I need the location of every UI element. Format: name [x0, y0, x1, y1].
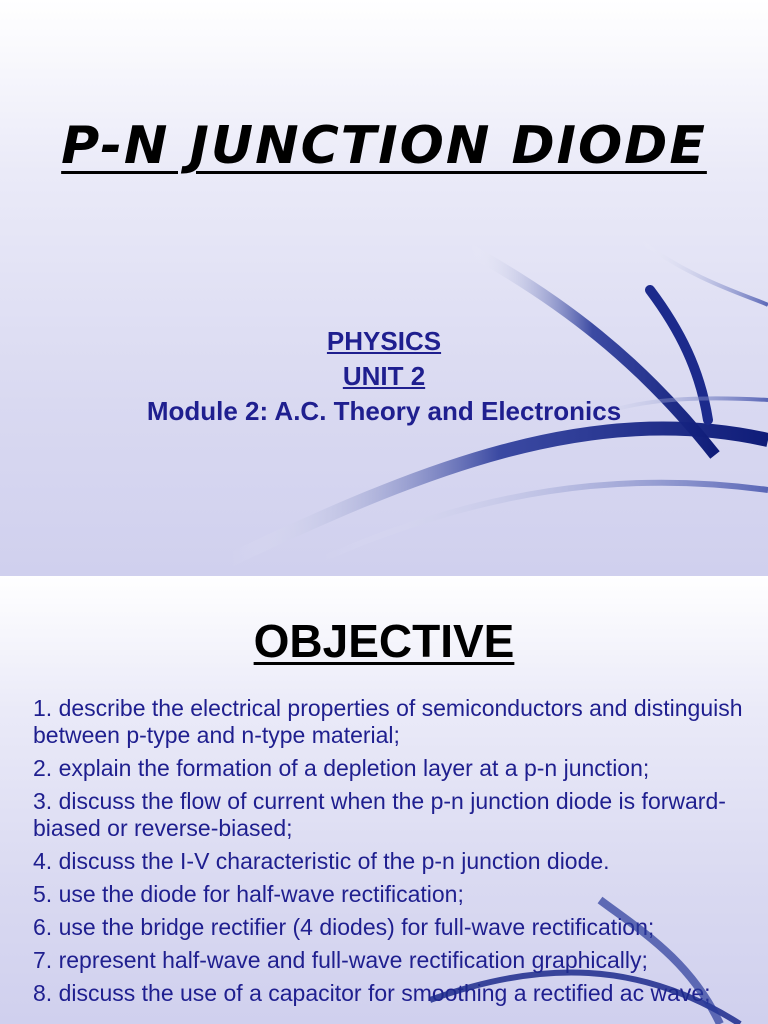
objective-item: 1. describe the electrical properties of semiconductors and distinguish between p-type and n-type material; — [33, 695, 743, 748]
title-text: P-N JUNCTION DIODE — [61, 116, 707, 176]
subject-label: PHYSICS — [326, 326, 442, 356]
objective-list — [33, 695, 753, 1013]
objective-item: 2. explain the formation of a depletion layer at a p-n junction; — [33, 755, 650, 781]
swoosh-stroke-1 — [230, 428, 768, 560]
objective-item: 5. use the diode for half-wave rectification; — [33, 881, 464, 907]
unit-label: UNIT 2 — [342, 361, 426, 391]
objective-title-text: OBJECTIVE — [253, 615, 515, 667]
objective-item: 4. discuss the I-V characteristic of the p-n junction diode. — [33, 848, 610, 874]
objective-item: 8. discuss the use of a capacitor for smoothing a rectified ac wave; — [33, 980, 711, 1006]
slide-title-heading — [0, 116, 768, 176]
module-label: Module 2: A.C. Theory and Electronics — [146, 396, 622, 426]
objective-item: 3. discuss the flow of current when the p-n junction diode is forward-biased or reverse-biased; — [33, 788, 726, 841]
objective-item: 7. represent half-wave and full-wave rectification graphically; — [33, 947, 648, 973]
objective-item: 6. use the bridge rectifier (4 diodes) for full-wave rectification; — [33, 914, 655, 940]
subtitle-block — [0, 324, 768, 429]
objective-heading — [0, 614, 768, 668]
